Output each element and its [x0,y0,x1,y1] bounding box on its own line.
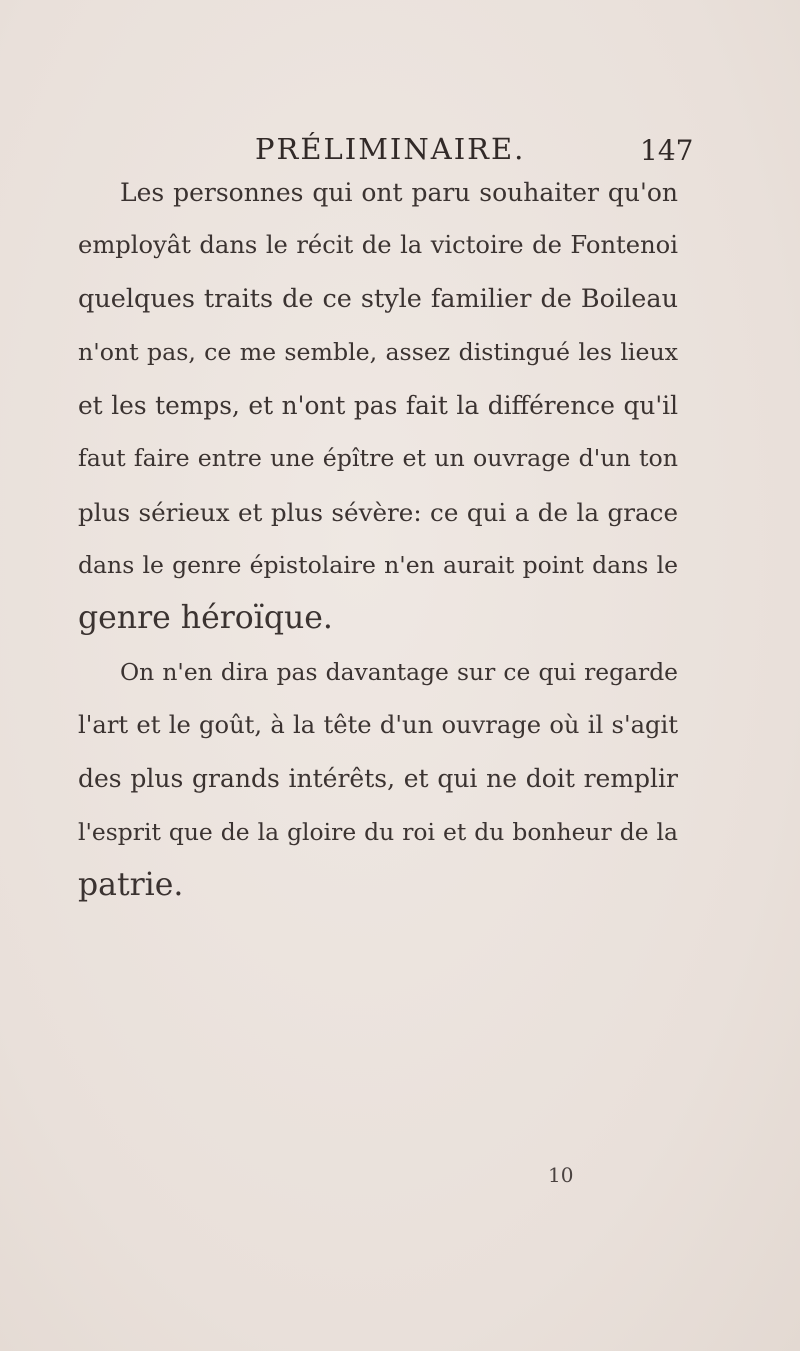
text-line: genre héroïque. [78,600,333,637]
text-line: faut faire entre une épître et un ouvrage d'un ton [78,444,678,473]
running-head-title: PRÉLIMINAIRE. [255,132,526,166]
body-text [78,166,678,912]
text-line: l'art et le goût, à la tête d'un ouvrage où il s'agit [78,710,678,739]
running-head [0,122,800,172]
text-line: On n'en dira pas davantage sur ce qui regarde [120,657,678,686]
signature-mark: 10 [548,1163,574,1187]
text-line: plus sérieux et plus sévère: ce qui a de la grace [78,497,678,527]
text-line: n'ont pas, ce me semble, assez distingué les lieux [78,337,678,366]
text-line: patrie. [78,866,184,903]
text-line: quelques traits de ce style familier de Boileau [78,283,678,314]
text-line: dans le genre épistolaire n'en aurait point dans le [78,551,678,580]
text-line: Les personnes qui ont paru souhaiter qu'on [120,178,678,207]
text-line: des plus grands intérêts, et qui ne doit remplir [78,764,678,794]
text-line: l'esprit que de la gloire du roi et du bonheur de la [78,817,678,846]
text-line: et les temps, et n'ont pas fait la différence qu'il [78,391,678,421]
page-number: 147 [640,134,694,167]
text-line: employât dans le récit de la victoire de Fontenoi [78,231,678,260]
